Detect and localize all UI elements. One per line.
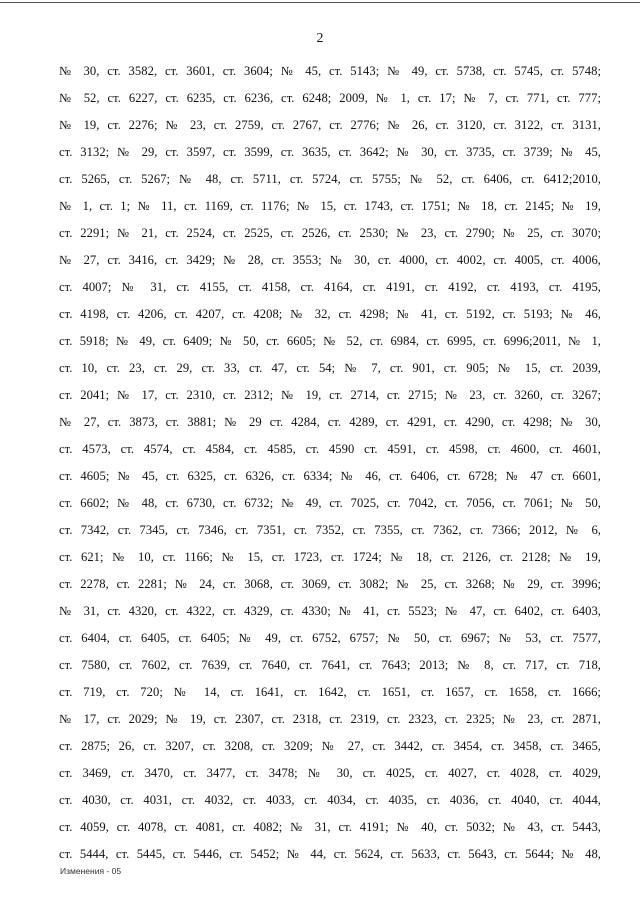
text-line: № 31, ст. 4320, ст. 4322, ст. 4329, ст. 4330; № 41, ст. 5523; № 47, ст. 6402, ст. 6403,: [59, 604, 601, 618]
text-line: ст. 3132; № 29, ст. 3597, ст. 3599, ст. 3635, ст. 3642; № 30, ст. 3735, ст. 3739; № 45,: [59, 145, 601, 159]
text-line: ст. 2875; 26, ст. 3207, ст. 3208, ст. 3209; № 27, ст. 3442, ст. 3454, ст. 3458, ст. 3465,: [59, 739, 601, 753]
text-line: ст. 6602; № 48, ст. 6730, ст. 6732; № 49, ст. 7025, ст. 7042, ст. 7056, ст. 7061; № 50,: [59, 496, 601, 510]
text-line: ст. 4007; № 31, ст. 4155, ст. 4158, ст. 4164, ст. 4191, ст. 4192, ст. 4193, ст. 4195,: [59, 280, 601, 294]
text-line: № 30, ст. 3582, ст. 3601, ст. 3604; № 45, ст. 5143; № 49, ст. 5738, ст. 5745, ст. 5748;: [59, 64, 601, 78]
text-line: ст. 7580, ст. 7602, ст. 7639, ст. 7640, ст. 7641, ст. 7643; 2013; № 8, ст. 717, ст. 718,: [59, 658, 601, 672]
text-line: ст. 5444, ст. 5445, ст. 5446, ст. 5452; № 44, ст. 5624, ст. 5633, ст. 5643, ст. 5644; № 48,: [59, 847, 601, 861]
text-line: № 1, ст. 1; № 11, ст. 1169, ст. 1176; № 15, ст. 1743, ст. 1751; № 18, ст. 2145; № 19,: [59, 199, 601, 213]
text-line: ст. 2291; № 21, ст. 2524, ст. 2525, ст. 2526, ст. 2530; № 23, ст. 2790; № 25, ст. 3070;: [59, 226, 601, 240]
text-line: ст. 2278, ст. 2281; № 24, ст. 3068, ст. 3069, ст. 3082; № 25, ст. 3268; № 29, ст. 3996;: [59, 577, 601, 591]
text-line: ст. 4030, ст. 4031, ст. 4032, ст. 4033, ст. 4034, ст. 4035, ст. 4036, ст. 4040, ст. 4044,: [59, 793, 601, 807]
text-line: ст. 4573, ст. 4574, ст. 4584, ст. 4585, ст. 4590 ст. 4591, ст. 4598, ст. 4600, ст. 4601,: [59, 442, 601, 456]
body-text: [59, 58, 601, 868]
text-line: № 27, ст. 3416, ст. 3429; № 28, ст. 3553; № 30, ст. 4000, ст. 4002, ст. 4005, ст. 4006,: [59, 253, 601, 267]
text-line: ст. 719, ст. 720; № 14, ст. 1641, ст. 1642, ст. 1651, ст. 1657, ст. 1658, ст. 1666;: [59, 685, 601, 699]
text-line: ст. 6404, ст. 6405, ст. 6405; № 49, ст. 6752, 6757; № 50, ст. 6967; № 53, ст. 7577,: [59, 631, 601, 645]
text-line: ст. 2041; № 17, ст. 2310, ст. 2312; № 19, ст. 2714, ст. 2715; № 23, ст. 3260, ст. 3267;: [59, 388, 601, 402]
text-line: ст. 5918; № 49, ст. 6409; № 50, ст. 6605; № 52, ст. 6984, ст. 6995, ст. 6996;2011, № 1,: [59, 334, 601, 348]
page-number: 2: [316, 31, 324, 46]
footer-revision-note: Изменения - 05: [60, 866, 122, 876]
text-line: ст. 5265, ст. 5267; № 48, ст. 5711, ст. 5724, ст. 5755; № 52, ст. 6406, ст. 6412;2010,: [59, 172, 601, 186]
text-line: ст. 4198, ст. 4206, ст. 4207, ст. 4208; № 32, ст. 4298; № 41, ст. 5192, ст. 5193; № 46,: [59, 307, 601, 321]
text-line: ст. 621; № 10, ст. 1166; № 15, ст. 1723, ст. 1724; № 18, ст. 2126, ст. 2128; № 19,: [59, 550, 601, 564]
text-line: ст. 4059, ст. 4078, ст. 4081, ст. 4082; № 31, ст. 4191; № 40, ст. 5032; № 43, ст. 5443,: [59, 820, 601, 834]
text-line: № 52, ст. 6227, ст. 6235, ст. 6236, ст. 6248; 2009, № 1, ст. 17; № 7, ст. 771, ст. 777;: [59, 91, 601, 105]
text-line: ст. 4605; № 45, ст. 6325, ст. 6326, ст. 6334; № 46, ст. 6406, ст. 6728; № 47 ст. 6601,: [59, 469, 601, 483]
text-line: ст. 3469, ст. 3470, ст. 3477, ст. 3478; № 30, ст. 4025, ст. 4027, ст. 4028, ст. 4029,: [59, 766, 601, 780]
top-border-line: [0, 2, 640, 3]
text-line: № 27, ст. 3873, ст. 3881; № 29 ст. 4284, ст. 4289, ст. 4291, ст. 4290, ст. 4298; № 30,: [59, 415, 601, 429]
text-line: ст. 10, ст. 23, ст. 29, ст. 33, ст. 47, ст. 54; № 7, ст. 901, ст. 905; № 15, ст. 2039,: [59, 361, 601, 375]
text-line: № 19, ст. 2276; № 23, ст. 2759, ст. 2767, ст. 2776; № 26, ст. 3120, ст. 3122, ст. 3131,: [59, 118, 601, 132]
text-line: ст. 7342, ст. 7345, ст. 7346, ст. 7351, ст. 7352, ст. 7355, ст. 7362, ст. 7366; 2012, № 6,: [59, 523, 601, 537]
text-line: № 17, ст. 2029; № 19, ст. 2307, ст. 2318, ст. 2319, ст. 2323, ст. 2325; № 23, ст. 2871,: [59, 712, 601, 726]
